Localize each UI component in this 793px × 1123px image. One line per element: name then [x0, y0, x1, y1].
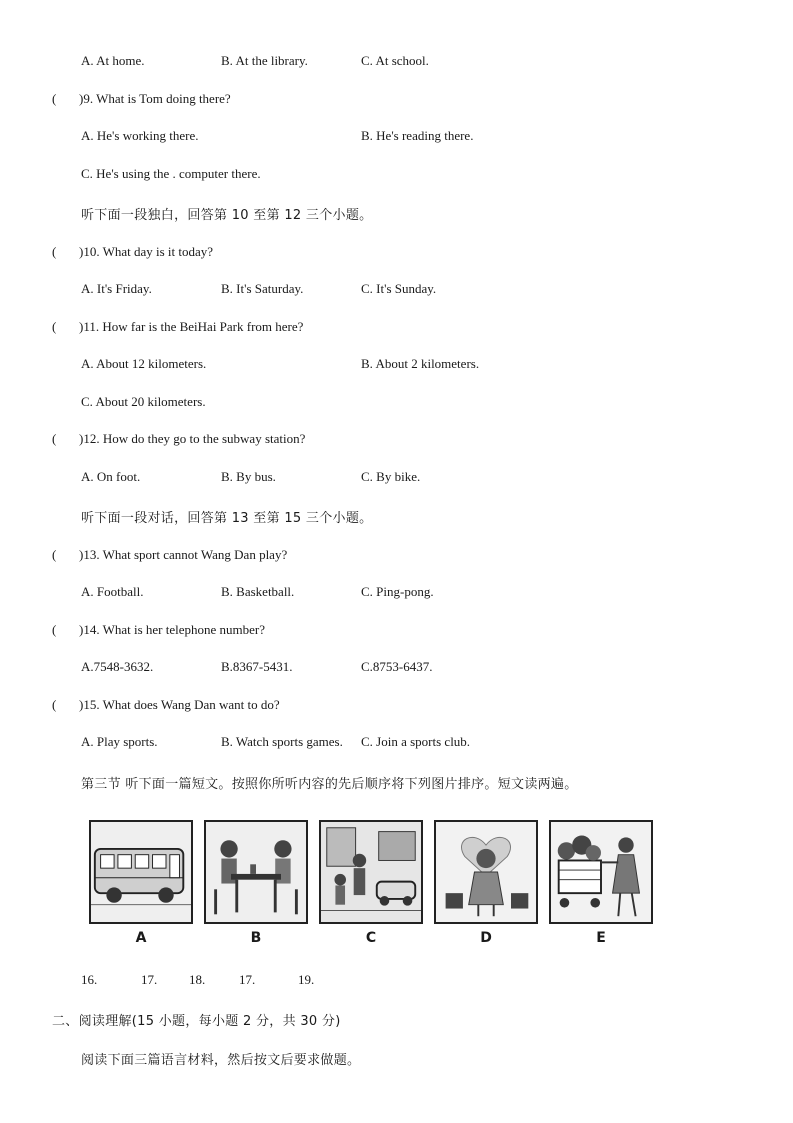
q8-option-b: B. At the library.: [221, 53, 308, 68]
people-at-table-illustration: [206, 822, 306, 922]
q12-answer-blank[interactable]: (: [52, 431, 57, 446]
q10-question: )10. What day is it today?: [79, 244, 214, 259]
q12-option-b: B. By bus.: [221, 469, 276, 484]
q14-option-a: A.7548-3632.: [81, 659, 154, 674]
picture-a-bus: [89, 820, 193, 924]
q14-answer-blank[interactable]: (: [52, 622, 57, 637]
q13-option-a: A. Football.: [81, 584, 144, 599]
q13-option-b: B. Basketball.: [221, 584, 295, 599]
answer-slot-17b[interactable]: 17.: [239, 972, 256, 987]
section-monologue-instruction: 听下面一段独白，回答第 10 至第 12 三个小题。: [81, 208, 373, 223]
picture-label-b: B: [250, 930, 262, 946]
girl-with-heart-illustration: [436, 822, 536, 922]
shopping-cart-illustration: [551, 822, 651, 922]
q8-option-a: A. At home.: [81, 53, 145, 68]
q14-option-c: C.8753-6437.: [361, 659, 433, 674]
q11-option-c: C. About 20 kilometers.: [81, 394, 206, 409]
q11-answer-blank[interactable]: (: [52, 319, 57, 334]
q15-answer-blank[interactable]: (: [52, 697, 57, 712]
q9-answer-blank[interactable]: (: [52, 91, 57, 106]
q14-option-b: B.8367-5431.: [221, 659, 293, 674]
q12-option-a: A. On foot.: [81, 469, 141, 484]
q12-option-c: C. By bike.: [361, 469, 421, 484]
q13-answer-blank[interactable]: (: [52, 547, 57, 562]
picture-label-d: D: [480, 930, 492, 946]
q10-option-b: B. It's Saturday.: [221, 281, 304, 296]
part-two-instruction: 阅读下面三篇语言材料，然后按文后要求做题。: [81, 1053, 361, 1068]
q14-question: )14. What is her telephone number?: [79, 622, 266, 637]
q13-option-c: C. Ping-pong.: [361, 584, 434, 599]
q9-option-a: A. He's working there.: [81, 128, 199, 143]
q11-question: )11. How far is the BeiHai Park from here?: [79, 319, 304, 334]
picture-e-shopping: [549, 820, 653, 924]
picture-c-street: [319, 820, 423, 924]
section-three-instruction: 第三节 听下面一篇短文。按照你所听内容的先后顺序将下列图片排序。短文读两遍。: [81, 777, 578, 792]
picture-label-e: E: [596, 930, 606, 946]
q9-option-c: C. He's using the . computer there.: [81, 166, 261, 181]
part-two-heading: 二、阅读理解(15 小题，每小题 2 分，共 30 分): [52, 1014, 341, 1029]
answer-slot-19[interactable]: 19.: [298, 972, 315, 987]
q11-option-b: B. About 2 kilometers.: [361, 356, 480, 371]
answer-slot-16[interactable]: 16.: [81, 972, 98, 987]
bus-illustration: [91, 822, 191, 922]
section-dialogue-instruction: 听下面一段对话，回答第 13 至第 15 三个小题。: [81, 511, 373, 526]
q10-option-c: C. It's Sunday.: [361, 281, 437, 296]
q11-option-a: A. About 12 kilometers.: [81, 356, 207, 371]
picture-label-a: A: [135, 930, 147, 946]
q10-option-a: A. It's Friday.: [81, 281, 152, 296]
picture-b-table: [204, 820, 308, 924]
street-scene-illustration: [321, 822, 421, 922]
picture-label-c: C: [365, 930, 377, 946]
q15-option-a: A. Play sports.: [81, 734, 158, 749]
q15-question: )15. What does Wang Dan want to do?: [79, 697, 280, 712]
q15-option-c: C. Join a sports club.: [361, 734, 471, 749]
q15-option-b: B. Watch sports games.: [221, 734, 343, 749]
q13-question: )13. What sport cannot Wang Dan play?: [79, 547, 288, 562]
picture-d-girl: [434, 820, 538, 924]
answer-slot-17[interactable]: 17.: [141, 972, 158, 987]
q8-option-c: C. At school.: [361, 53, 429, 68]
answer-slot-18[interactable]: 18.: [189, 972, 206, 987]
q9-question: )9. What is Tom doing there?: [79, 91, 231, 106]
q9-option-b: B. He's reading there.: [361, 128, 474, 143]
q10-answer-blank[interactable]: (: [52, 244, 57, 259]
q12-question: )12. How do they go to the subway station?: [79, 431, 306, 446]
